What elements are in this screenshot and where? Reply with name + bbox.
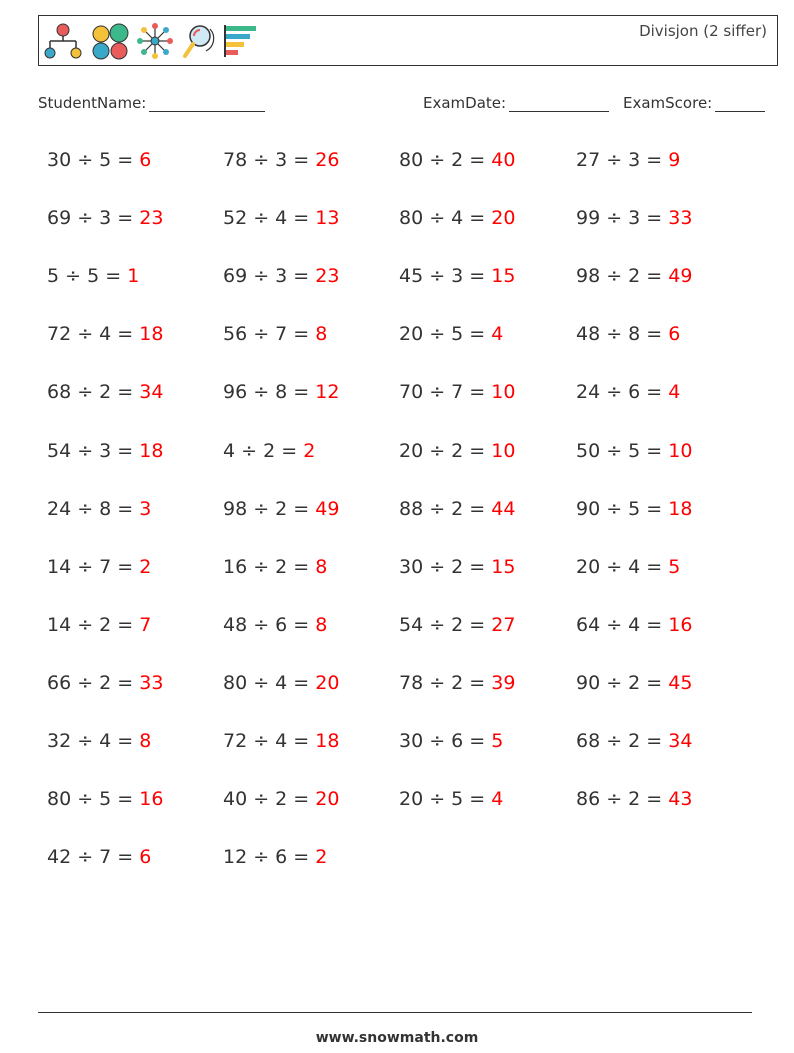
problem-answer: 18 [668,497,693,520]
problem-answer: 20 [315,788,340,811]
problem-question: 99 ÷ 3 = [576,207,669,230]
problem-question: 70 ÷ 7 = [399,381,492,404]
problem-item [399,613,516,636]
tree-diagram-icon [42,21,84,61]
problem-answer: 20 [315,671,340,694]
problem-item [576,671,693,694]
problem-question: 72 ÷ 4 = [47,323,140,346]
problem-item [223,383,339,402]
problem-answer: 5 [668,555,681,578]
problem-item [399,325,503,344]
problem-answer: 16 [668,613,693,636]
problem-question: 98 ÷ 2 = [223,497,316,520]
problem-question: 14 ÷ 7 = [47,555,140,578]
problem-item [223,497,340,520]
problem-question: 27 ÷ 3 = [576,149,669,171]
problem-item [223,790,339,809]
exam-score-field [623,94,765,112]
student-name-line[interactable] [149,95,265,112]
problem-question: 54 ÷ 2 = [399,613,492,636]
problem-answer: 2 [139,555,152,578]
problem-item [47,497,152,520]
problem-answer: 49 [668,265,693,288]
problem-question: 69 ÷ 3 = [223,265,316,288]
problem-answer: 8 [315,613,328,636]
problem-item [399,497,516,520]
bar-chart-icon [222,21,260,61]
problem-answer: 8 [139,730,152,752]
problem-question: 96 ÷ 8 = [223,381,316,404]
problem-item [47,790,163,809]
problem-question: 14 ÷ 2 = [47,613,140,636]
problem-answer: 4 [668,381,681,404]
problem-question: 4 ÷ 2 = [223,439,304,462]
problem-item [399,671,516,694]
problem-item [576,267,692,286]
problem-answer: 3 [139,497,152,520]
problem-answer: 2 [315,846,328,869]
problem-question: 88 ÷ 2 = [399,497,492,520]
exam-score-label: ExamScore: [623,94,713,112]
exam-date-field [423,94,609,112]
problem-answer: 44 [491,497,516,520]
problem-item [576,439,693,462]
problem-item [576,732,692,751]
problem-question: 40 ÷ 2 = [223,788,316,811]
exam-date-label: ExamDate: [423,94,507,112]
student-name-label: StudentName: [38,94,147,112]
problem-question: 80 ÷ 2 = [399,149,492,171]
problem-item [576,209,692,228]
problem-question: 90 ÷ 5 = [576,497,669,520]
problem-item [399,790,503,809]
problem-answer: 49 [315,497,340,520]
problem-item [576,383,680,402]
problem-answer: 33 [139,671,164,694]
problem-question: 5 ÷ 5 = [47,265,128,288]
problem-answer: 18 [139,323,164,346]
problem-item [576,613,693,636]
problem-item [399,439,516,462]
problem-answer: 39 [491,671,516,694]
problem-answer: 4 [491,788,504,811]
problem-answer: 34 [668,730,693,752]
problem-question: 78 ÷ 2 = [399,671,492,694]
problem-item [47,325,163,344]
problem-item [47,732,151,751]
problem-item [399,383,515,402]
problem-answer: 4 [491,323,504,346]
problem-question: 42 ÷ 7 = [47,846,140,869]
problem-item [399,732,503,751]
problem-question: 90 ÷ 2 = [576,671,669,694]
problem-answer: 5 [491,730,504,752]
problem-item [47,671,164,694]
problem-question: 86 ÷ 2 = [576,788,669,811]
problem-question: 69 ÷ 3 = [47,207,140,230]
problem-question: 52 ÷ 4 = [223,207,316,230]
problem-question: 30 ÷ 5 = [47,149,140,171]
header-icons [42,20,260,62]
magnifier-icon [180,21,216,61]
problem-question: 68 ÷ 2 = [576,730,669,752]
problem-question: 80 ÷ 5 = [47,788,140,811]
problem-question: 32 ÷ 4 = [47,730,140,752]
problem-question: 24 ÷ 8 = [47,497,140,520]
problem-answer: 10 [668,439,693,462]
problem-question: 68 ÷ 2 = [47,381,140,404]
exam-score-line[interactable] [715,95,765,112]
problem-item [223,439,316,462]
problem-question: 24 ÷ 6 = [576,381,669,404]
problem-item [223,671,340,694]
problem-answer: 9 [668,149,681,171]
problem-item [223,732,339,751]
problem-question: 54 ÷ 3 = [47,439,140,462]
problem-question: 30 ÷ 6 = [399,730,492,752]
problem-item [47,209,163,228]
problem-item [399,267,515,286]
problem-item [576,325,680,344]
problem-item [47,151,151,170]
problem-answer: 2 [303,439,316,462]
problem-question: 98 ÷ 2 = [576,265,669,288]
problem-answer: 40 [491,149,516,171]
problem-answer: 8 [315,555,328,578]
problem-answer: 7 [139,613,152,636]
worksheet-title: Divisjon (2 siffer) [639,22,767,40]
problem-item [223,613,328,636]
problem-item [399,555,516,578]
problem-item [576,790,692,809]
problem-question: 20 ÷ 2 = [399,439,492,462]
problem-answer: 15 [491,265,516,288]
number-bubbles-icon [90,21,130,61]
problem-answer: 34 [139,381,164,404]
problem-answer: 45 [668,671,693,694]
problem-question: 48 ÷ 6 = [223,613,316,636]
problem-answer: 16 [139,788,164,811]
problem-item [399,151,515,170]
problem-answer: 12 [315,381,340,404]
problem-question: 80 ÷ 4 = [399,207,492,230]
problem-question: 66 ÷ 2 = [47,671,140,694]
problem-question: 16 ÷ 2 = [223,555,316,578]
problem-answer: 23 [315,265,340,288]
problem-question: 20 ÷ 5 = [399,323,492,346]
problem-answer: 43 [668,788,693,811]
problem-item [223,267,339,286]
problem-answer: 8 [315,323,328,346]
problem-answer: 13 [315,207,340,230]
problem-answer: 6 [139,846,152,869]
problem-answer: 23 [139,207,164,230]
problem-question: 56 ÷ 7 = [223,323,316,346]
problem-answer: 18 [139,439,164,462]
problem-answer: 18 [315,730,340,752]
problem-question: 78 ÷ 3 = [223,149,316,171]
problem-item [223,151,339,170]
problem-item [576,151,680,170]
problem-item [223,848,327,867]
problem-item [47,555,152,578]
problem-question: 48 ÷ 8 = [576,323,669,346]
footer-url: www.snowmath.com [315,1030,479,1046]
problem-question: 20 ÷ 4 = [576,555,669,578]
problem-item [576,555,681,578]
problem-answer: 10 [491,439,516,462]
footer-divider [38,1012,752,1013]
problem-question: 45 ÷ 3 = [399,265,492,288]
problem-item [47,439,164,462]
problem-answer: 27 [491,613,516,636]
problem-item [47,267,139,286]
problem-answer: 26 [315,149,340,171]
problem-question: 50 ÷ 5 = [576,439,669,462]
worksheet-header [38,15,778,66]
problem-question: 30 ÷ 2 = [399,555,492,578]
problem-question: 72 ÷ 4 = [223,730,316,752]
problem-question: 20 ÷ 5 = [399,788,492,811]
problem-item [399,209,515,228]
problem-answer: 33 [668,207,693,230]
problem-answer: 1 [127,265,140,288]
problem-answer: 20 [491,207,516,230]
student-name-field [38,94,265,112]
network-icon [136,21,174,61]
exam-date-line[interactable] [509,95,609,112]
problem-item [576,497,693,520]
problem-question: 80 ÷ 4 = [223,671,316,694]
problem-question: 12 ÷ 6 = [223,846,316,869]
problem-answer: 6 [668,323,681,346]
problem-item [223,209,339,228]
problem-item [47,383,163,402]
problem-answer: 10 [491,381,516,404]
problem-item [47,613,152,636]
problem-answer: 6 [139,149,152,171]
problem-answer: 15 [491,555,516,578]
problem-item [223,555,328,578]
problem-item [47,848,151,867]
problem-question: 64 ÷ 4 = [576,613,669,636]
problem-item [223,325,327,344]
